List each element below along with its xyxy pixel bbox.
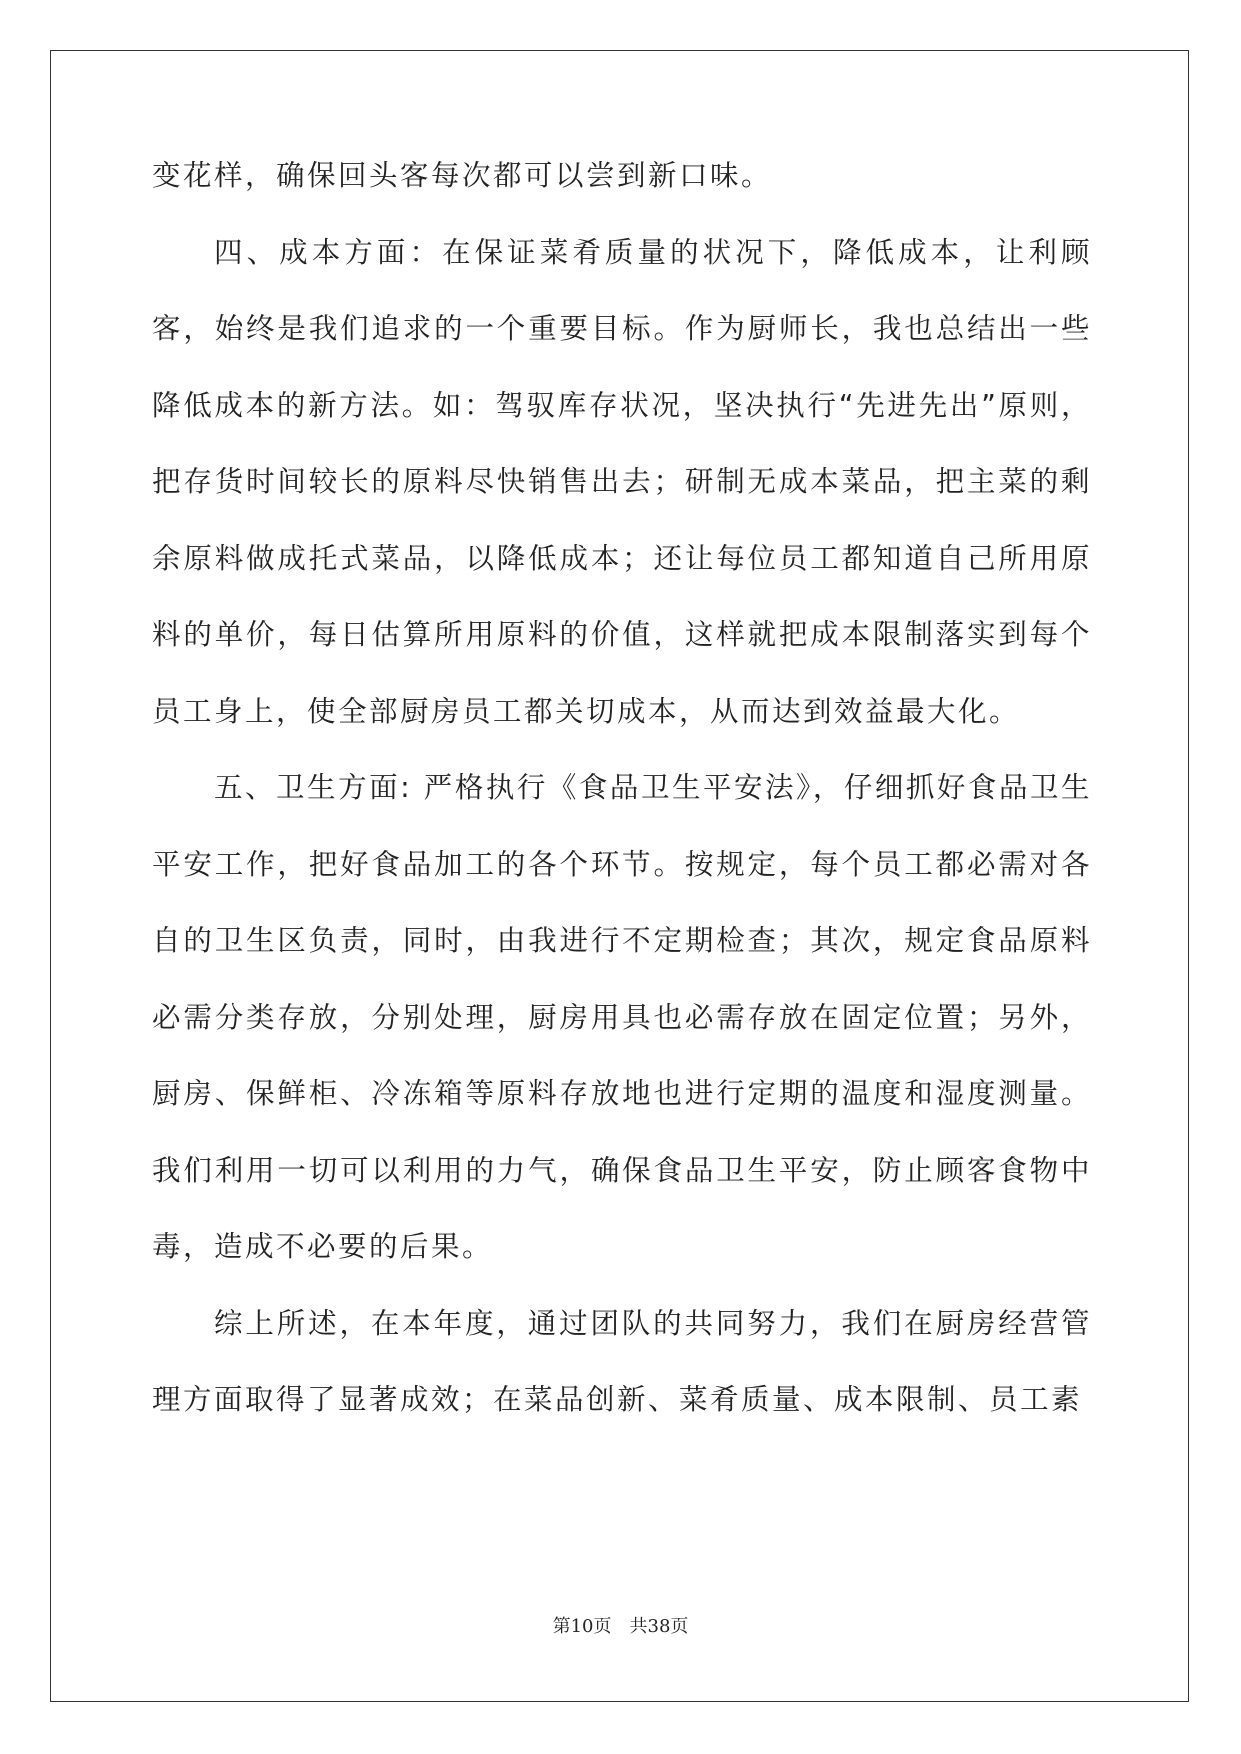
paragraph-continuation: 变花样，确保回头客每次都可以尝到新口味。: [152, 159, 773, 192]
paragraph-summary: 综上所述，在本年度，通过团队的共同努力，我们在厨房经营管理方面取得了显著成效；在菜品创新、菜肴质量、成本限制、员工素: [152, 1306, 1092, 1416]
page-number: 第10页: [552, 1616, 612, 1637]
paragraph-cost: 四、成本方面：在保证菜肴质量的状况下，降低成本，让利顾客，始终是我们追求的一个重要目标。作为厨师长，我也总结出一些降低成本的新方法。如：驾驭库存状况，坚决执行“先进先出”原则，把存货时间较长的原料尽快销售出去；研制无成本菜品，把主菜的剩余原料做成托式菜品，以降低成本；还让每位员工都知道自己所用原料的单价，每日估算所用原料的价值，这样就把成本限制落实到每个员工身上，使全部厨房员工都关切成本，从而达到效益最大化。: [152, 235, 1092, 728]
page-footer: [0, 1612, 1241, 1638]
paragraph-hygiene: 五、卫生方面: 严格执行《食品卫生平安法》，仔细抓好食品卫生平安工作，把好食品加工的各个环节。按规定，每个员工都必需对各自的卫生区负责，同时，由我进行不定期检查；其次，规定食品原料必需分类存放，分别处理，厨房用具也必需存放在固定位置；另外，厨房、保鲜柜、冷冻箱等原料存放地也进行定期的温度和湿度测量。我们利用一切可以利用的力气，确保食品卫生平安，防止顾客食物中毒，造成不必要的后果。: [152, 771, 1092, 1263]
document-body: [152, 160, 1092, 1439]
page-total: 共38页: [629, 1616, 689, 1637]
